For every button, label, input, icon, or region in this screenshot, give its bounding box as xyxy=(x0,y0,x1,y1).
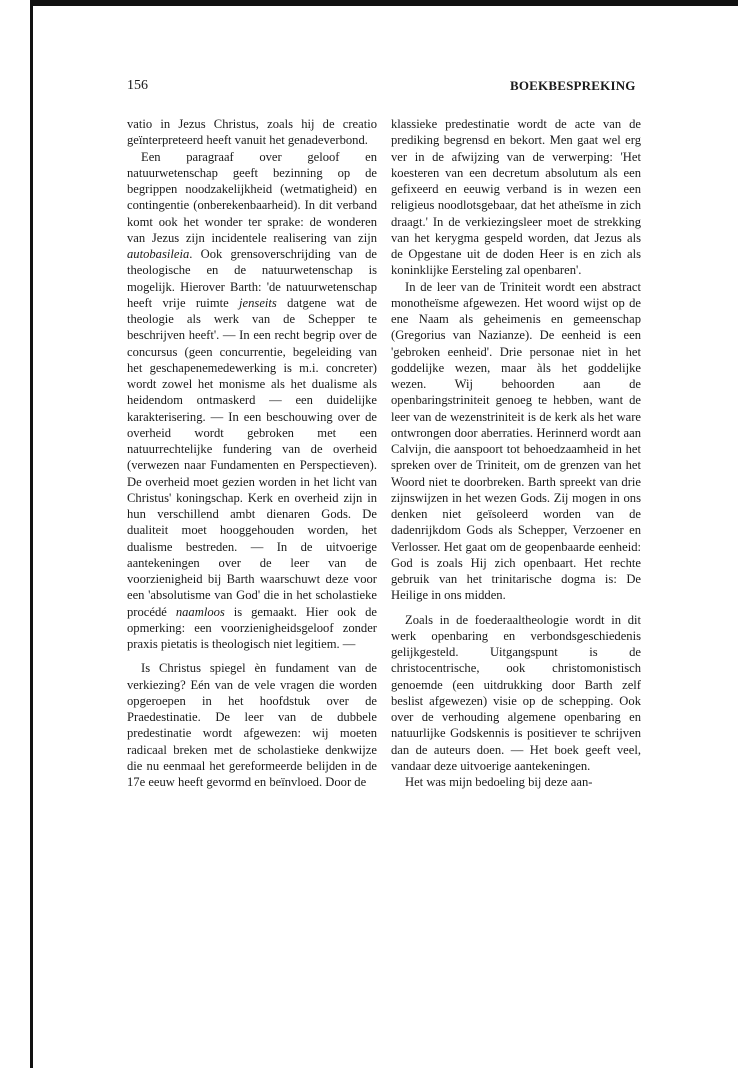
right-column xyxy=(391,116,641,790)
paragraph xyxy=(391,612,641,775)
text-run: In de leer van de Triniteit wordt een abstract monotheïsme afgewezen. Het woord wijst op de ene Naam als geheimenis en gemeenschap (Gregorius van Nazianze). De eenheid is een 'gebroken eenheid'. Drie personae niet ìn het goddelijke wezen, maar àls het goddelijke wezen. Wij behoorden aan de openbaringstriniteit genoeg te hebben, want de leer van de wezenstriniteit is de kerk als het ware ontwrongen door aberraties. Herinnerd wordt aan Calvijn, die aanspoort tot behoedzaamheid in het spreken over de Triniteit, om de grenzen van het Woord niet te doorbreken. Barth spreekt van drie zijnswijzen in het wezen Gods. Zij mogen in ons denken niet geïsoleerd worden van de dadenrijkdom Gods als Schepper, Verzoener en Verlosser. Het gaat om de geopenbaarde eenheid: God is zoals Hij zich openbaart. Het rechte gebruik van het trinitarische dogma is: De Heilige in ons midden. xyxy=(391,279,641,603)
paragraph xyxy=(391,279,641,604)
scan-top-edge xyxy=(30,0,738,6)
text-run: . Ook grensoverschrijding van de theologische en de natuurwetenschap is mogelijk. Hierover Barth: 'de natuurwetenschap heeft vrije ruimte xyxy=(127,247,377,310)
paragraph xyxy=(391,116,641,279)
page-number: 156 xyxy=(127,78,148,93)
paragraph xyxy=(391,774,641,790)
left-column xyxy=(127,116,377,790)
scan-left-edge xyxy=(30,0,33,1068)
italic-term: naamloos xyxy=(175,604,225,619)
italic-term: autobasileia xyxy=(127,247,190,261)
text-run: is gemaakt. Hier ook de opmerking: een voorzienigheidsgeloof zonder praxis pietatis is theologisch niet legitiem. — xyxy=(127,604,377,651)
paragraph xyxy=(127,149,377,653)
text-run: Is Christus spiegel èn fundament van de verkiezing? Eén van de vele vragen die worden opgeroepen in het hoofdstuk over de Praedestinatie. De leer van de dubbele predestinatie wordt afgewezen: wij moeten radicaal breken met de scholastieke denkwijze die nu eenmaal het gereformeerde belijden in de 17e eeuw heeft gevormd en beïnvloed. Door de xyxy=(127,661,377,789)
text-run: datgene wat de theologie als werk van de Schepper te beschrijven heeft'. — In een recht begrip over de concursus (geen concurrentie, begeleiding van het geschapenemedewerking is m.i. concreter) wordt zowel het monisme als het dualisme als heidendom ontmaskerd — een duidelijke karakterisering. — In een beschouwing over de overheid wordt gebroken met een natuurrechtelijke fundering van de overheid (verwezen naar Fundamenten en Perspectieven). De overheid moet gezien worden in het licht van Christus' koningschap. Kerk en overheid zijn in hun verschillend ambt dienaren Gods. De dualiteit moet hooggehouden worden, het dualisme bestreden. — In de uitvoerige aantekeningen over de leer van de voorzienigheid bij Barth waarschuwt deze voor een 'absolutisme van God' die in het scholastieke procédé xyxy=(127,295,377,619)
italic-term: jenseits xyxy=(239,295,277,310)
text-run: Het was mijn bedoeling bij deze aan- xyxy=(405,775,593,789)
text-run: vatio in Jezus Christus, zoals hij de creatio geïnterpreteerd heeft vanuit het genadeverbond. xyxy=(127,117,377,148)
paragraph xyxy=(127,660,377,790)
paragraph xyxy=(127,116,377,149)
text-run: Een paragraaf over geloof en natuurwetenschap geeft bezinning op de begrippen noodzakelijkheid (wetmatigheid) en contingentie (onberekenbaarheid). In dit verband komt ook het wonder ter sprake: de wonderen van Jezus zijn incidentele realisering van zijn xyxy=(127,149,377,245)
running-head: BOEKBESPREKING xyxy=(510,78,636,93)
text-run: klassieke predestinatie wordt de acte van de prediking begrensd en bekort. Men gaat wel erg ver in de afwijzing van de verwerping: 'Het koesteren van een decretum absolutum als een gefixeerd en eeuwig verband is in wezen een religieus noodlotsgebaar, dat het atheïsme in zich draagt.' In de verkiezingsleer moet de strekking van het kerygma gespeld worden, dat Jezus als de Opgestane uit de doden Heer is en zich als koninklijke Eersteling zal openbaren'. xyxy=(391,117,641,278)
text-run: Zoals in de foederaaltheologie wordt in dit werk openbaring en verbondsgeschiedenis gelijkgesteld. Uitgangspunt is de christocentrische, ook christomonistisch genoemde (een uitdrukking door Barth zelf beslist afgewezen) visie op de schepping. Ook over de verhouding algemene openbaring en natuurlijke Godskennis is positiever te schrijven dan de auteurs doen. — Het boek geeft veel, vandaar deze uitvoerige aantekeningen. xyxy=(391,612,641,773)
